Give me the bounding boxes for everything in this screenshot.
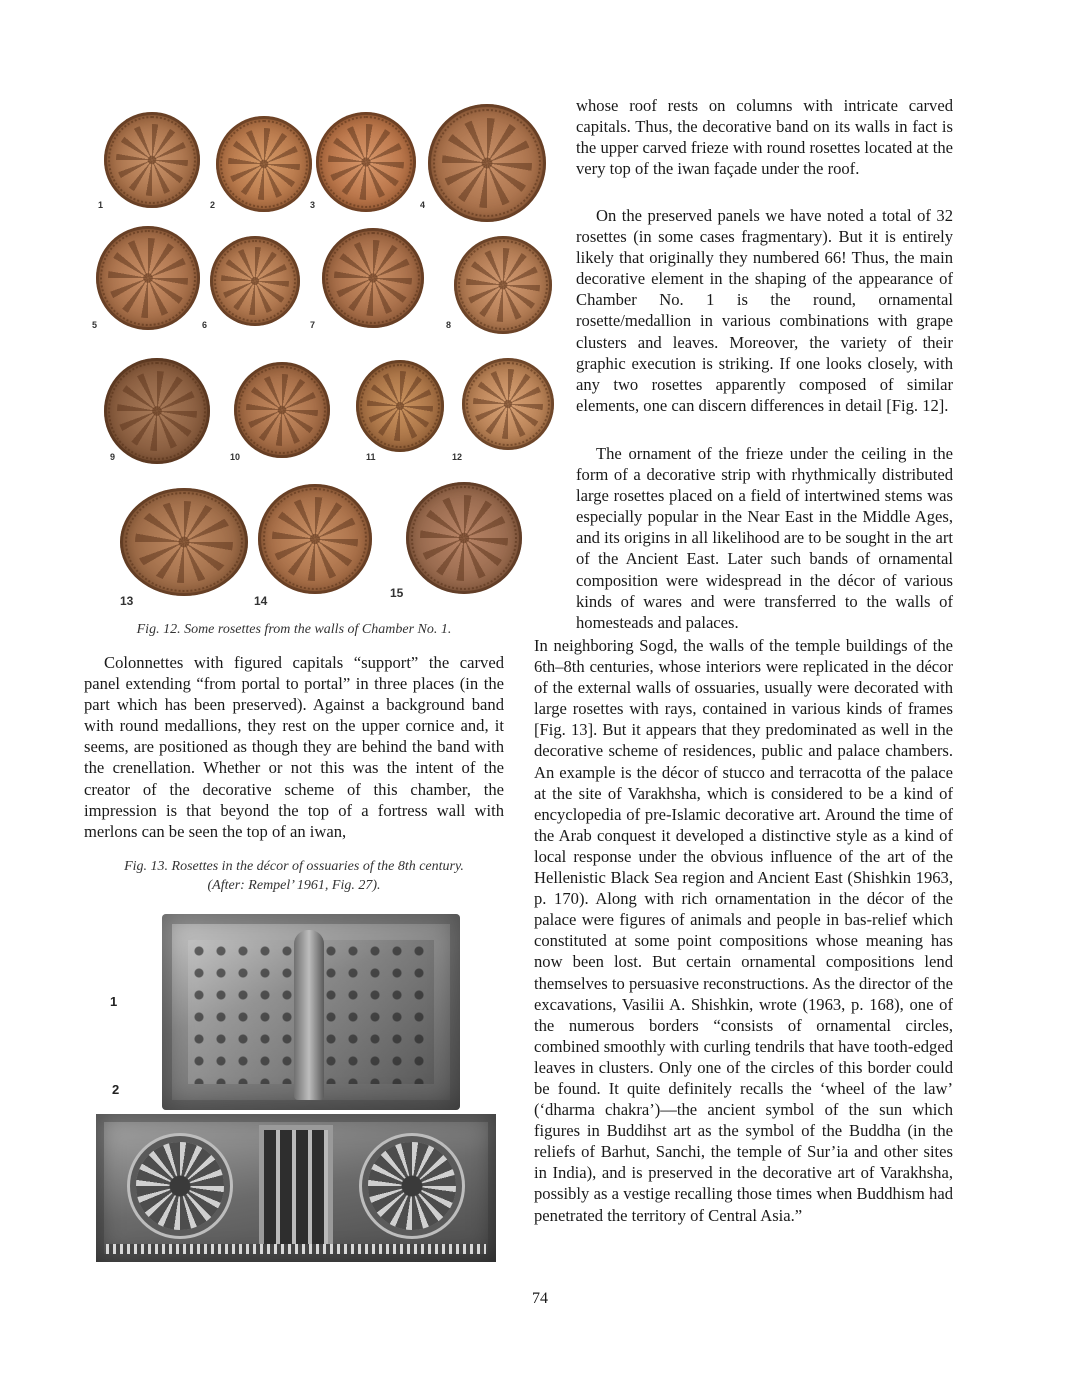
rosette-wheel-left bbox=[136, 1142, 224, 1230]
rosette-label-9: 9 bbox=[110, 452, 116, 462]
rosette-wheel-right bbox=[368, 1142, 456, 1230]
figure-13-caption bbox=[84, 857, 504, 895]
rosette-2 bbox=[216, 116, 312, 212]
rosette-label-4: 4 bbox=[420, 200, 426, 210]
rosette-6 bbox=[210, 236, 300, 326]
figure-12-caption: Fig. 12. Some rosettes from the walls of Chamber No. 1. bbox=[136, 622, 452, 637]
rosette-label-14: 14 bbox=[254, 594, 268, 608]
rosette-7 bbox=[322, 228, 424, 328]
figure-13-ossuaries bbox=[92, 906, 500, 1270]
rosette-label-8: 8 bbox=[446, 320, 452, 330]
right-column-paragraph-3: The ornament of the frieze under the ceiling in the form of a decorative strip with rhythmically distributed large rosettes placed on a field of intertwined stems was especially popular in the Near East in the Middle Ages, and its origins in all likelihood are to be sought in the art of the Ancient East. Later such bands of ornamental composition were widespread in the décor of various kinds of wares and were transferred to the walls of homesteads and palaces. bbox=[576, 444, 953, 632]
rosette-4 bbox=[428, 104, 546, 222]
rosette-label-2: 2 bbox=[210, 200, 216, 210]
rosette-label-15: 15 bbox=[390, 586, 404, 600]
rosette-11 bbox=[356, 360, 444, 452]
rosette-label-6: 6 bbox=[202, 320, 208, 330]
figure-13-label-1: 1 bbox=[110, 994, 118, 1009]
rosette-10 bbox=[234, 362, 330, 458]
rosette-label-10: 10 bbox=[230, 452, 241, 462]
main-paragraph: In neighboring Sogd, the walls of the temple buildings of the 6th–8th centuries, whose interiors were replicated in the décor of the external walls of ossuaries, usually were decorated with large rosettes with rays, contained in various kinds of frames [Fig. 13]. But it appears that they predominated as well in the decorative scheme of residences, public and palace chambers. An example is the décor of stucco and terracotta of the palace at the site of Varakhsha, which is considered to be a kind of encyclopedia of pre-Islamic decorative art. Around the time of the Arab conquest it developed a distinctive style as a kind of local response under the obvious influence of the art of the Hellenistic Black Sea region and Ancient East (Shishkin 1963, p. 170). Along with rich ornamentation in the décor of the palace were figures of animals and people in bas-relief which constituted at some point compositions whose meaning has now been lost. But certain ornamental compositions lend themselves to persuasive reconstructions. As the director of the excavations, Vasilii A. Shishkin, wrote (1963, p. 168), one of the numerous borders “consists of ornamental circles, combined smoothly with curling tendrils that have tooth-edged leaves in clusters. Only one of the circles of this border could be found. It quite definitely recalls the ‘wheel of the law’ (‘dharma chakra’)—the ancient symbol of the sun which figures in Buddihst art as the symbol of the Buddha (in the reliefs of Barhut, Sanchi, the temple of Sur’ia and other sites in India), and is preserved in the decorative art of Varakhsha, possibly as a vestige recalling those times when Buddhism had penetrated the territory of Central Asia.” bbox=[534, 636, 953, 1225]
rosette-3 bbox=[316, 112, 416, 212]
rosette-1 bbox=[104, 112, 200, 208]
rosette-label-3: 3 bbox=[310, 200, 316, 210]
ossuary-panel-2 bbox=[96, 1114, 496, 1262]
rosette-label-11: 11 bbox=[366, 452, 376, 462]
rosette-13 bbox=[120, 488, 248, 596]
figure-13-label-2: 2 bbox=[112, 1082, 120, 1097]
panel-1-column bbox=[294, 930, 324, 1100]
right-column-paragraph-2: On the preserved panels we have noted a total of 32 rosettes (in some cases fragmentary). But it is entirely likely that originally they numbered 66! Thus, the main decorative element in the shaping of the appearance of Chamber No. 1 is the round, ornamental rosette/medallion in various combinations with grape clusters and leaves. Moreover, the variety of their graphic execution is striking. If one looks closely, with any two rosettes apparently composed of similar elements, one can discern differences in detail [Fig. 12]. bbox=[576, 206, 953, 415]
right-column-paragraph-1: whose roof rests on columns with intricate carved capitals. Thus, the decorative band on its walls in fact is the upper carved frieze with round rosettes located at the very top of the iwan façade under the roof. bbox=[576, 96, 953, 179]
figure-12-rosettes bbox=[84, 96, 554, 616]
page-number: 74 bbox=[532, 1290, 548, 1307]
rosette-label-1: 1 bbox=[98, 200, 104, 210]
rosette-8 bbox=[454, 236, 552, 334]
figure-13-caption-line2: (After: Rempel’ 1961, Fig. 27). bbox=[207, 878, 381, 893]
rosette-14 bbox=[258, 484, 372, 594]
rosette-15 bbox=[406, 482, 522, 594]
panel-2-doorway bbox=[264, 1130, 328, 1246]
panel-2-border bbox=[106, 1244, 486, 1254]
left-column-paragraph: Colonnettes with figured capitals “support” the carved panel extending “from portal to portal” in three places (in the part which has been preserved). Against a background band with round medallions, they rest on the upper cornice and, it seems, are positioned as though they are behind the band with the crenellation. Whether or not this was the intent of the creator of the decorative scheme of this chamber, the impression is that beyond the top of a fortress wall with merlons can be seen the top of an iwan, bbox=[84, 653, 504, 841]
rosette-label-5: 5 bbox=[92, 320, 98, 330]
ossuary-panel-1 bbox=[162, 914, 460, 1110]
rosette-label-12: 12 bbox=[452, 452, 463, 462]
rosette-5 bbox=[96, 226, 200, 330]
rosette-12 bbox=[462, 358, 554, 450]
rosette-label-7: 7 bbox=[310, 320, 316, 330]
rosette-9 bbox=[104, 358, 210, 464]
figure-13-caption-line1: Fig. 13. Rosettes in the décor of ossuaries of the 8th century. bbox=[124, 859, 464, 874]
rosette-label-13: 13 bbox=[120, 594, 134, 608]
